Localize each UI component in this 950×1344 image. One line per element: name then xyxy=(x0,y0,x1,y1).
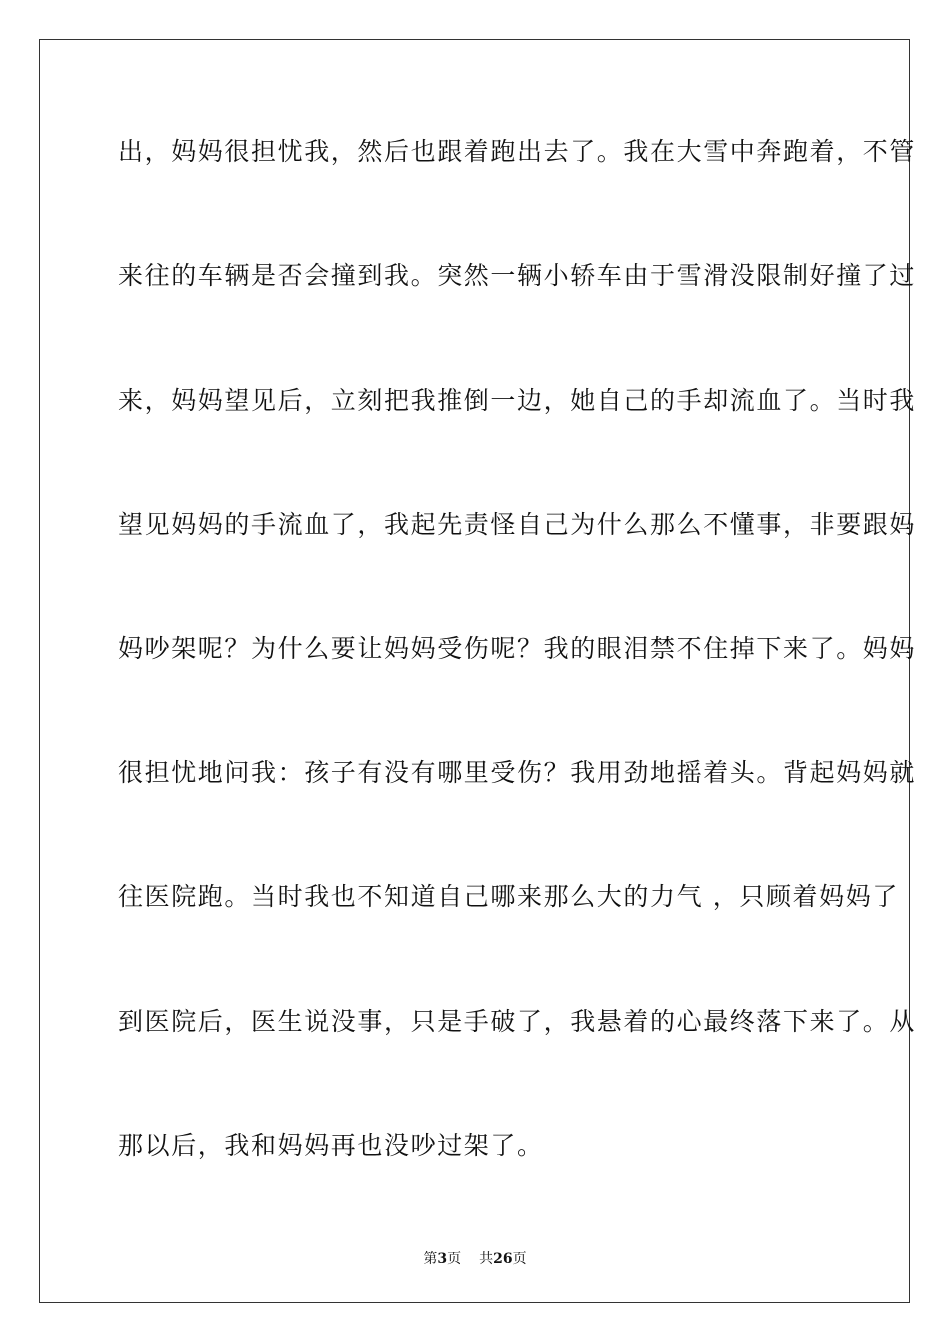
body-text-line: 妈吵架呢？为什么要让妈妈受伤呢？我的眼泪禁不住掉下来了。妈妈 xyxy=(118,634,917,663)
body-text-line: 很担忧地问我：孩子有没有哪里受伤？我用劲地摇着头。背起妈妈就 xyxy=(118,758,917,787)
total-prefix: 共 xyxy=(479,1251,494,1267)
body-text-line: 到医院后，医生说没事，只是手破了，我悬着的心最终落下来了。从 xyxy=(118,1007,917,1036)
body-text-line: 出，妈妈很担忧我，然后也跟着跑出去了。我在大雪中奔跑着，不管 xyxy=(118,137,917,166)
page-suffix: 页 xyxy=(447,1251,462,1267)
total-suffix: 页 xyxy=(512,1251,527,1267)
page-frame xyxy=(39,39,917,1303)
page-footer xyxy=(0,1248,950,1268)
body-text-line: 那以后，我和妈妈再也没吵过架了。 xyxy=(118,1131,544,1160)
body-text-line: 来往的车辆是否会撞到我。突然一辆小轿车由于雪滑没限制好撞了过 xyxy=(118,261,917,290)
body-text-line: 来，妈妈望见后，立刻把我推倒一边，她自己的手却流血了。当时我 xyxy=(118,386,917,415)
page-prefix: 第 xyxy=(423,1251,438,1267)
current-page-number: 3 xyxy=(437,1251,448,1267)
total-page-number: 26 xyxy=(493,1251,513,1267)
body-text-line: 往医院跑。当时我也不知道自己哪来那么大的力气 ，只顾着妈妈了 xyxy=(118,882,899,911)
body-text-line: 望见妈妈的手流血了，我起先责怪自己为什么那么不懂事，非要跟妈 xyxy=(118,510,917,539)
